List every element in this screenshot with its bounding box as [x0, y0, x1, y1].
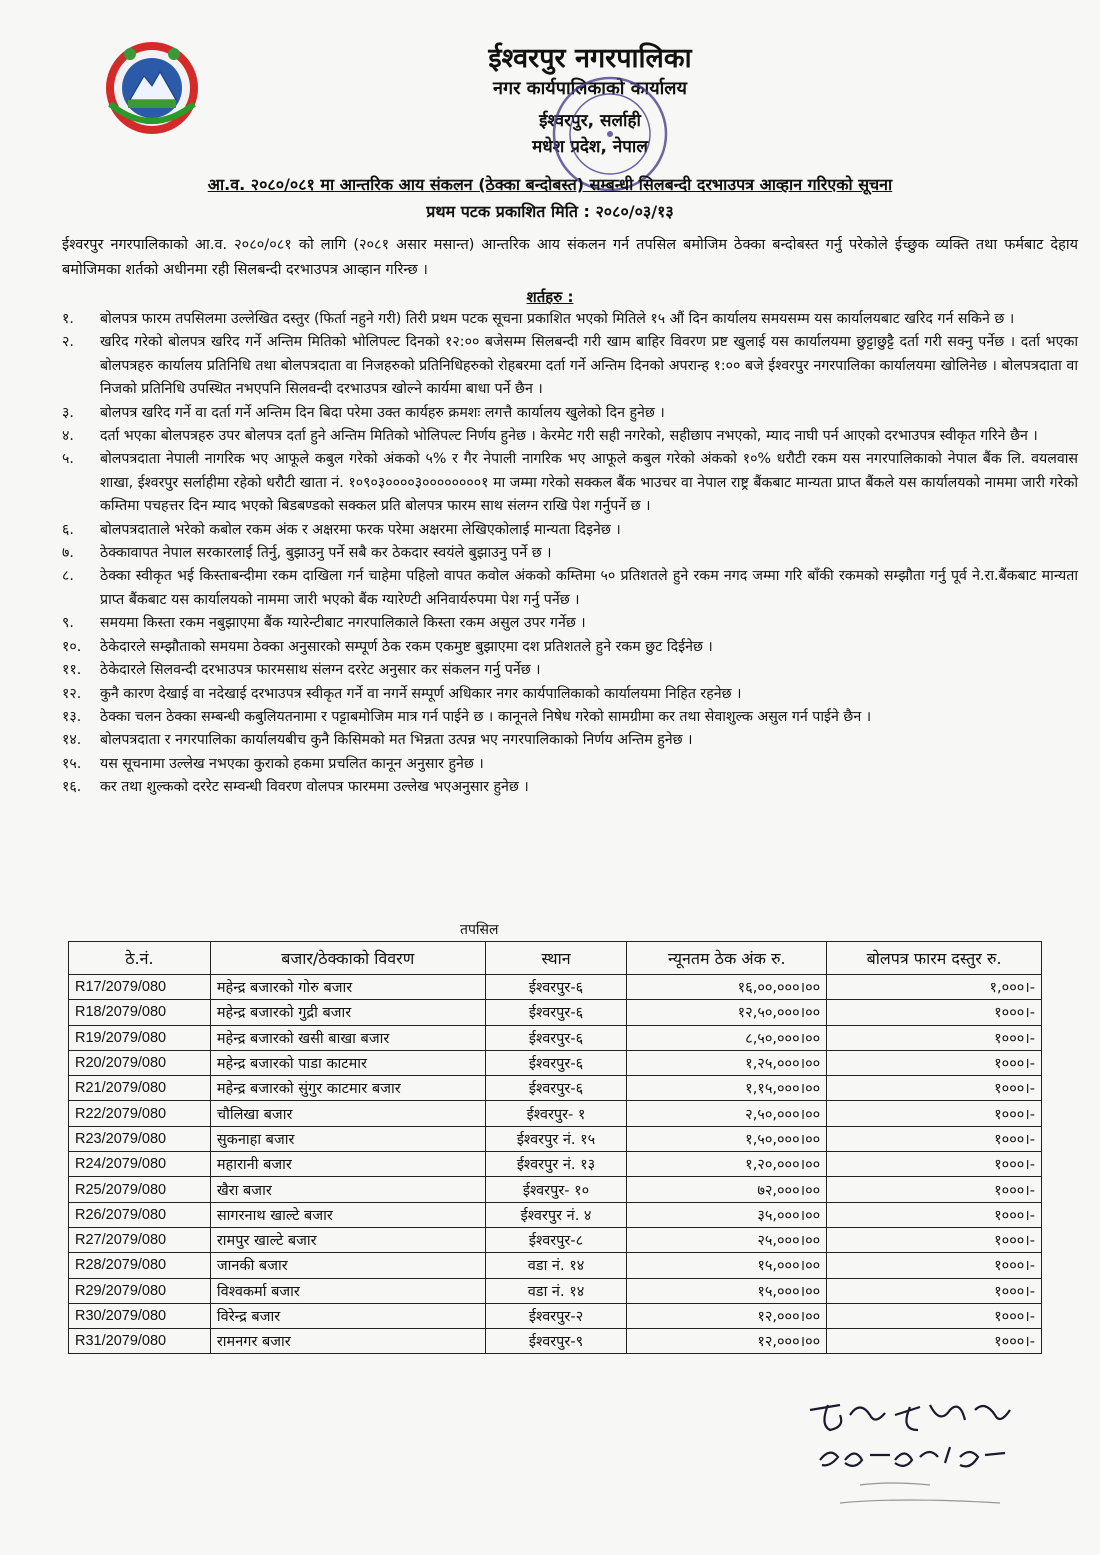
cell-min-amount: २,५०,०००।००: [627, 1101, 827, 1126]
col-min-amount: न्यूनतम ठेक अंक रु.: [627, 942, 827, 975]
cell-contract-no: R18/2079/080: [69, 1000, 211, 1025]
cell-contract-no: R29/2079/080: [69, 1278, 211, 1303]
cell-form-fee: १०००।-: [827, 1050, 1042, 1075]
cell-location: ईश्वरपुर-६: [485, 975, 627, 1000]
col-contract-no: ठे.नं.: [69, 942, 211, 975]
schedule-table: [68, 941, 1042, 1354]
cell-location: वडा नं. १४: [485, 1278, 627, 1303]
term-number: १०.: [62, 638, 82, 655]
cell-contract-no: R17/2079/080: [69, 975, 211, 1000]
cell-min-amount: १,५०,०००।००: [627, 1126, 827, 1151]
term-item: [62, 612, 1078, 635]
col-form-fee: बोलपत्र फारम दस्तुर रु.: [827, 942, 1042, 975]
cell-location: ईश्वरपुर नं. १५: [485, 1126, 627, 1151]
term-text: दर्ता भएका बोलपत्रहरु उपर बोलपत्र दर्ता हुने अन्तिम मितिको भोलिपल्ट निर्णय हुनेछ । केरमेट गरी सही नगरेको, सहीछाप नभएको, म्याद नाघी पर्न आएको दरभाउपत्र स्वीकृत गरिने छैन ।: [100, 428, 1038, 445]
term-number: ५.: [62, 451, 74, 468]
cell-contract-no: R19/2079/080: [69, 1025, 211, 1050]
term-number: १६.: [62, 779, 82, 796]
cell-contract-no: R22/2079/080: [69, 1101, 211, 1126]
cell-location: ईश्वरपुर-६: [485, 1000, 627, 1025]
cell-min-amount: २५,०००।००: [627, 1227, 827, 1252]
col-location: स्थान: [485, 942, 627, 975]
term-item: [62, 565, 1078, 612]
cell-description: जानकी बजार: [210, 1253, 485, 1278]
cell-form-fee: १०००।-: [827, 1303, 1042, 1328]
cell-form-fee: १०००।-: [827, 1000, 1042, 1025]
cell-contract-no: R24/2079/080: [69, 1152, 211, 1177]
cell-contract-no: R21/2079/080: [69, 1076, 211, 1101]
table-caption: तपसिल: [460, 922, 499, 938]
term-number: ३.: [62, 404, 74, 421]
cell-description: खैरा बजार: [210, 1177, 485, 1202]
cell-description: सुकनाहा बजार: [210, 1126, 485, 1151]
terms-heading: शर्तहरु :: [526, 288, 574, 306]
term-number: १.: [62, 311, 74, 327]
cell-form-fee: १०००।-: [827, 1202, 1042, 1227]
term-text: खरिद गरेको बोलपत्र खरिद गर्ने अन्तिम मितिको भोलिपल्ट दिनको १२:०० बजेसम्म सिलबन्दी गरी खाम बाहिर विवरण प्रष्ट खुलाई यस कार्यालयमा छुट्टाछुट्टै दर्ता गरी सक्नु पर्नेछ । दर्ता भएका बोलपत्रहरु कार्यालय प्रतिनिधि तथा बोलपत्रदाता वा निजहरुको प्रतिनिधिहरुको रोहबरमा दर्ता गर्ने अन्तिम दिनको अपरान्ह १:०० बजे ईश्वरपुर नगरपालिका कार्यालयमा खोलिनेछ । बोलपत्रदाता वा निजको प्रतिनिधि उपस्थित नभएपनि सिलवन्दी दरभाउपत्र खोल्ने कार्यमा बाधा पर्ने छैन ।: [100, 334, 1078, 398]
term-item: [62, 542, 1078, 565]
term-number: ४.: [62, 428, 74, 445]
table-row: [69, 1303, 1042, 1328]
term-item: [62, 753, 1078, 776]
term-item: [62, 659, 1078, 682]
cell-location: ईश्वरपुर-२: [485, 1303, 627, 1328]
table-row: [69, 1253, 1042, 1278]
term-number: ८.: [62, 568, 74, 585]
cell-description: विरेन्द्र बजार: [210, 1303, 485, 1328]
table-row: [69, 1025, 1042, 1050]
cell-location: ईश्वरपुर-६: [485, 1050, 627, 1075]
cell-min-amount: ३५,०००।००: [627, 1202, 827, 1227]
term-text: ठेक्का चलन ठेक्का सम्बन्धी कबुलियतनामा र पट्टाबमोजिम मात्र गर्न पाईने छ । कानूनले निषेध गरेको सामग्रीमा कर तथा सेवाशुल्क असुल गर्न पाईने छैन ।: [100, 708, 872, 725]
cell-description: महेन्द्र बजारको सुंगुर काटमार बजार: [210, 1076, 485, 1101]
cell-description: विश्वकर्मा बजार: [210, 1278, 485, 1303]
cell-form-fee: १,०००।-: [827, 975, 1042, 1000]
cell-location: ईश्वरपुर नं. १३: [485, 1152, 627, 1177]
cell-description: रामनगर बजार: [210, 1329, 485, 1354]
term-item: [62, 402, 1078, 425]
cell-description: महेन्द्र बजारको खसी बाखा बजार: [210, 1025, 485, 1050]
cell-location: ईश्वरपुर-६: [485, 1076, 627, 1101]
table-row: [69, 1278, 1042, 1303]
cell-contract-no: R31/2079/080: [69, 1329, 211, 1354]
cell-form-fee: १०००।-: [827, 1101, 1042, 1126]
term-number: ६.: [62, 521, 74, 538]
cell-form-fee: १०००।-: [827, 1253, 1042, 1278]
cell-contract-no: R27/2079/080: [69, 1227, 211, 1252]
cell-location: ईश्वरपुर- १०: [485, 1177, 627, 1202]
term-text: ठेक्कावापत नेपाल सरकारलाई तिर्नु, बुझाउनु पर्ने सबै कर ठेकदार स्वयंले बुझाउनु पर्ने छ ।: [100, 545, 552, 562]
cell-location: ईश्वरपुर-६: [485, 1025, 627, 1050]
term-item: [62, 448, 1078, 518]
cell-min-amount: १२,५०,०००।००: [627, 1000, 827, 1025]
cell-description: रामपुर खाल्टे बजार: [210, 1227, 485, 1252]
cell-form-fee: १०००।-: [827, 1025, 1042, 1050]
cell-form-fee: १०००।-: [827, 1177, 1042, 1202]
cell-contract-no: R25/2079/080: [69, 1177, 211, 1202]
term-number: १३.: [62, 708, 82, 725]
table-row: [69, 1101, 1042, 1126]
cell-description: महारानी बजार: [210, 1152, 485, 1177]
signature-icon: [800, 1385, 1030, 1515]
cell-form-fee: १०००।-: [827, 1329, 1042, 1354]
cell-contract-no: R20/2079/080: [69, 1050, 211, 1075]
notice-title: आ.व. २०८०/०८१ मा आन्तरिक आय संकलन (ठेक्का बन्दोबस्त) सम्बन्धी सिलबन्दी दरभाउपत्र आव्हान गरिएको सूचना: [207, 175, 893, 194]
cell-min-amount: १२,०००।००: [627, 1303, 827, 1328]
term-text: कर तथा शुल्कको दररेट सम्वन्धी विवरण वोलपत्र फारममा उल्लेख भएअनुसार हुनेछ ।: [100, 779, 529, 796]
table-row: [69, 1227, 1042, 1252]
term-number: ११.: [62, 662, 82, 679]
cell-min-amount: १५,०००।००: [627, 1253, 827, 1278]
cell-min-amount: ८,५०,०००।००: [627, 1025, 827, 1050]
term-item: [62, 425, 1078, 448]
term-text: बोलपत्र फारम तपसिलमा उल्लेखित दस्तुर (फिर्ता नहुने गरी) तिरी प्रथम पटक सूचना प्रकाशित भएको मितिले १५ औं दिन कार्यालय समयसम्म यस कार्यालयबाट खरिद गर्न सकिने छ ।: [100, 311, 1015, 327]
org-name: ईश्वरपुर नगरपालिका: [488, 43, 692, 74]
term-item: [62, 729, 1078, 752]
table-row: [69, 1202, 1042, 1227]
cell-description: महेन्द्र बजारको गोरु बजार: [210, 975, 485, 1000]
term-item: [62, 308, 1078, 331]
cell-min-amount: १२,०००।००: [627, 1329, 827, 1354]
table-row: [69, 1126, 1042, 1151]
table-row: [69, 1076, 1042, 1101]
term-text: ठेकेदारले सम्झौताको समयमा ठेक्का अनुसारको सम्पूर्ण ठेक रकम एकमुष्ट बुझाएमा दश प्रतिशतले हुने रकम छुट दिईनेछ ।: [100, 638, 713, 655]
term-text: कुनै कारण देखाई वा नदेखाई दरभाउपत्र स्वीकृत गर्ने वा नगर्ने सम्पूर्ण अधिकार नगर कार्यपालिकाको कार्यालयमा निहित रहनेछ ।: [100, 685, 742, 702]
term-number: १४.: [62, 732, 82, 749]
term-item: [62, 706, 1078, 729]
table-row: [69, 1177, 1042, 1202]
term-item: [62, 331, 1078, 401]
intro-paragraph: ईश्वरपुर नगरपालिकाको आ.व. २०८०/०८१ को लागि (२०८१ असार मसान्त) आन्तरिक आय संकलन गर्न तपसिल बमोजिम ठेक्का बन्दोबस्त गर्नु परेकोले ईच्छुक व्यक्ति तथा फर्मबाट देहाय बमोजिमका शर्तको अधीनमा रही सिलबन्दी दरभाउपत्र आव्हान गरिन्छ ।: [62, 237, 1078, 278]
cell-contract-no: R28/2079/080: [69, 1253, 211, 1278]
address-line-1: ईश्वरपुर, सर्लाही: [539, 111, 641, 131]
table-row: [69, 1329, 1042, 1354]
cell-min-amount: १,२५,०००।००: [627, 1050, 827, 1075]
table-row: [69, 1152, 1042, 1177]
term-number: २.: [62, 334, 74, 351]
term-number: १२.: [62, 685, 82, 702]
office-name: नगर कार्यपालिकाको कार्यालय: [493, 78, 687, 99]
term-item: [62, 519, 1078, 542]
cell-description: महेन्द्र बजारको पाडा काटमार: [210, 1050, 485, 1075]
table-header-row: [69, 942, 1042, 975]
cell-contract-no: R23/2079/080: [69, 1126, 211, 1151]
cell-location: ईश्वरपुर-८: [485, 1227, 627, 1252]
cell-location: ईश्वरपुर- १: [485, 1101, 627, 1126]
term-text: बोलपत्रदाता नेपाली नागरिक भए आफूले कबुल गरेको अंकको ५% र गैर नेपाली नागरिक भए आफूले कबुल गरेको अंकको १०% धरौटी रकम यस नगरपालिकाको नेपाल बैंक लि. वयलवास शाखा, ईश्वरपुर सर्लाहीमा रहेको धरौटी खाता नं. १०९०३००००३००००००००१ मा जम्मा गरेको सक्कल बैंक भाउचर वा नेपाल राष्ट्र बैंकबाट मान्यता प्राप्त बैंकले यस कार्यालयको नाममा जारी गरेको कम्तिमा पचहत्तर दिन म्याद भएको बिडबण्डको सक्कल प्रति बोलपत्र फारम साथ संलग्न राखि पेश गर्नुपर्ने छ ।: [100, 451, 1078, 515]
cell-min-amount: ७२,०००।००: [627, 1177, 827, 1202]
term-text: बोलपत्रदाताले भरेको कबोल रकम अंक र अक्षरमा फरक परेमा अक्षरमा लेखिएकोलाई मान्यता दिइनेछ ।: [100, 521, 621, 538]
term-item: [62, 636, 1078, 659]
cell-description: चौलिखा बजार: [210, 1101, 485, 1126]
cell-location: ईश्वरपुर नं. ४: [485, 1202, 627, 1227]
cell-location: वडा नं. १४: [485, 1253, 627, 1278]
cell-contract-no: R26/2079/080: [69, 1202, 211, 1227]
term-number: १५.: [62, 755, 82, 772]
term-item: [62, 683, 1078, 706]
cell-location: ईश्वरपुर-९: [485, 1329, 627, 1354]
table-row: [69, 1050, 1042, 1075]
col-description: बजार/ठेक्काको विवरण: [210, 942, 485, 975]
cell-min-amount: १,२०,०००।००: [627, 1152, 827, 1177]
term-text: ठेक्का स्वीकृत भई किस्ताबन्दीमा रकम दाखिला गर्न चाहेमा पहिलो वापत कवोल अंकको कम्तिमा ५० प्रतिशतले हुने रकम नगद जम्मा गरि बाँकी रकमको सम्झौता गर्नु पूर्व ने.रा.बैंकबाट मान्यता प्राप्त बैंकबाट यस कार्यालयको नाममा जारी भएको बैंक ग्यारेण्टी अनिवार्यरुपमा पेश गर्नु पर्नेछ ।: [100, 568, 1078, 608]
cell-min-amount: १,१५,०००।००: [627, 1076, 827, 1101]
term-text: बोलपत्रदाता र नगरपालिका कार्यालयबीच कुनै किसिमको मत भिन्नता उत्पन्न भए नगरपालिकाको निर्णय अन्तिम हुनेछ ।: [100, 732, 693, 749]
cell-description: महेन्द्र बजारको गुद्री बजार: [210, 1000, 485, 1025]
term-text: यस सूचनामा उल्लेख नभएका कुराको हकमा प्रचलित कानून अनुसार हुनेछ ।: [100, 755, 484, 772]
term-item: [62, 776, 1078, 799]
cell-form-fee: १०००।-: [827, 1227, 1042, 1252]
term-text: ठेकेदारले सिलवन्दी दरभाउपत्र फारमसाथ संलग्न दररेट अनुसार कर संकलन गर्नु पर्नेछ ।: [100, 662, 541, 679]
term-text: समयमा किस्ता रकम नबुझाएमा बैंक ग्यारेन्टीबाट नगरपालिकाले किस्ता रकम असुल उपर गर्नेछ ।: [100, 615, 586, 632]
publication-date: प्रथम पटक प्रकाशित मिति : २०८०/०३/१३: [426, 202, 674, 221]
cell-contract-no: R30/2079/080: [69, 1303, 211, 1328]
address-line-2: मधेश प्रदेश, नेपाल: [532, 137, 648, 157]
term-number: ७.: [62, 545, 74, 562]
cell-form-fee: १०००।-: [827, 1278, 1042, 1303]
cell-form-fee: १०००।-: [827, 1152, 1042, 1177]
cell-form-fee: १०००।-: [827, 1126, 1042, 1151]
cell-description: सागरनाथ खाल्टे बजार: [210, 1202, 485, 1227]
cell-form-fee: १०००।-: [827, 1076, 1042, 1101]
table-row: [69, 1000, 1042, 1025]
table-row: [69, 975, 1042, 1000]
term-number: ९.: [62, 615, 74, 632]
terms-list: [62, 308, 1078, 800]
cell-min-amount: १५,०००।००: [627, 1278, 827, 1303]
cell-min-amount: १६,००,०००।००: [627, 975, 827, 1000]
term-text: बोलपत्र खरिद गर्ने वा दर्ता गर्ने अन्तिम दिन बिदा परेमा उक्त कार्यहरु क्रमशः लगत्तै कार्यालय खुलेको दिन हुनेछ ।: [100, 404, 665, 421]
